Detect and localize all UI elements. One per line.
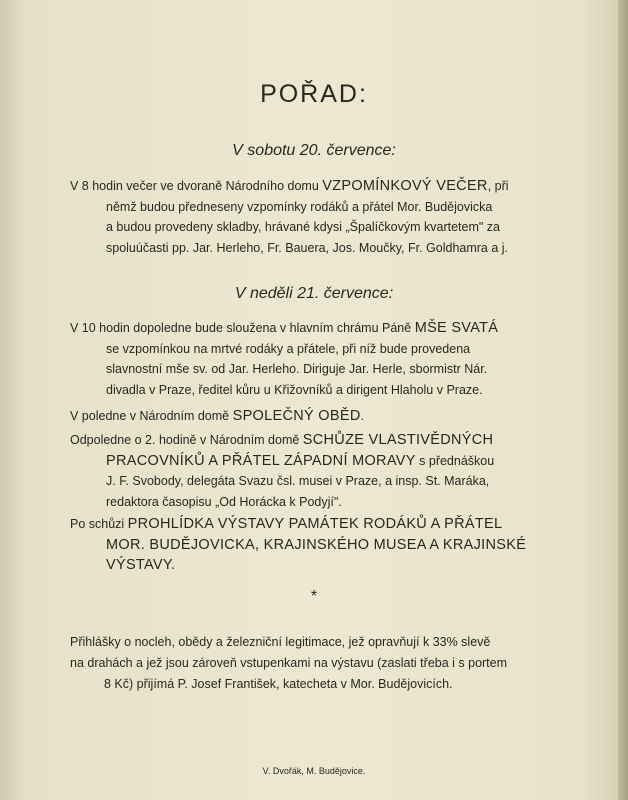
note-line-1: Přihlášky o nocleh, obědy a železniční legitimace, jež opravňují k 33% slevě [70, 635, 491, 649]
saturday-paragraph [70, 176, 540, 258]
text: V poledne v Národním domě [70, 409, 233, 423]
text: Odpoledne o 2. hodině v Národním domě [70, 433, 303, 447]
mass-paragraph [70, 318, 540, 400]
mass-line-4: divadla v Praze, ředitel kůru u Křižovníků a dirigent Hlaholu v Praze. [106, 382, 483, 397]
event-name-lunch: SPOLEČNÝ OBĚD [232, 408, 361, 424]
lunch-paragraph [70, 406, 540, 427]
text: , při [487, 179, 509, 193]
event-name-meeting-cont: PRACOVNÍKŮ A PŘÁTEL ZÁPADNÍ MORAVY [106, 452, 416, 469]
meeting-line-1 [70, 430, 540, 451]
event-name-evening: VZPOMÍNKOVÝ VEČER [322, 178, 488, 194]
text: s přednáškou [415, 453, 495, 468]
event-name-meeting: SCHŮZE VLASTIVĚDNÝCH [302, 432, 494, 448]
exhibition-paragraph [70, 514, 540, 576]
event-name-mass: MŠE SVATÁ [414, 320, 499, 336]
text: V 8 hodin večer ve dvoraně Národního domu [70, 179, 323, 193]
mass-line-2: se vzpomínkou na mrtvé rodáky a přátele, při níž bude provedena [106, 341, 471, 356]
saturday-line-3: a budou provedeny skladby, hrávané kdysi „Špalíčkovým kvartetem" za [106, 220, 500, 234]
printer-imprint: V. Dvořák, M. Budějovice. [262, 766, 366, 776]
note-line-3: 8 Kč) přijímá P. Josef František, katecheta v Mor. Budějovicích. [104, 677, 453, 691]
mass-line-1 [70, 318, 540, 339]
page-edge-shadow [618, 0, 628, 800]
note-line-2: na drahách a jež jsou zároveň vstupenkami na výstavu (zaslati třeba i s portem [70, 656, 508, 670]
saturday-line-1 [70, 176, 540, 197]
page-title: POŘAD: [260, 80, 368, 108]
separator-asterisk: * [310, 588, 318, 605]
meeting-line-4: redaktora časopisu „Od Horácka k Podyjí". [106, 494, 342, 509]
text: V 10 hodin dopoledne bude sloužena v hlavním chrámu Páně [70, 321, 415, 335]
sunday-heading: V neděli 21. července: [234, 285, 394, 302]
meeting-paragraph [70, 430, 540, 512]
mass-line-3: slavnostní mše sv. od Jar. Herleho. Diriguje Jar. Herle, sbormistr Nár. [106, 362, 488, 376]
saturday-line-4: spoluúčasti pp. Jar. Herleho, Fr. Bauera, Jos. Moučky, Fr. Goldhamra a j. [106, 240, 509, 255]
saturday-line-2: němž budou předneseny vzpomínky rodáků a přátel Mor. Budějovicka [106, 199, 493, 214]
meeting-line-3: J. F. Svobody, delegáta Svazu čsl. musei v Praze, a insp. St. Maráka, [106, 474, 490, 488]
event-name-exhibition: PROHLÍDKA VÝSTAVY PAMÁTEK RODÁKŮ A PŘÁTEL [127, 516, 503, 532]
text: . [360, 409, 365, 423]
lunch-line [70, 406, 540, 427]
registration-note [70, 632, 548, 695]
exhibition-line-3: VÝSTAVY. [106, 557, 176, 573]
exhibition-line-1 [70, 514, 540, 535]
text: Po schůzi [70, 517, 128, 531]
saturday-heading: V sobotu 20. července: [232, 142, 396, 159]
exhibition-line-2: MOR. BUDĚJOVICKA, KRAJINSKÉHO MUSEA A KRAJINSKÉ [106, 536, 527, 553]
meeting-line-2 [70, 451, 540, 472]
